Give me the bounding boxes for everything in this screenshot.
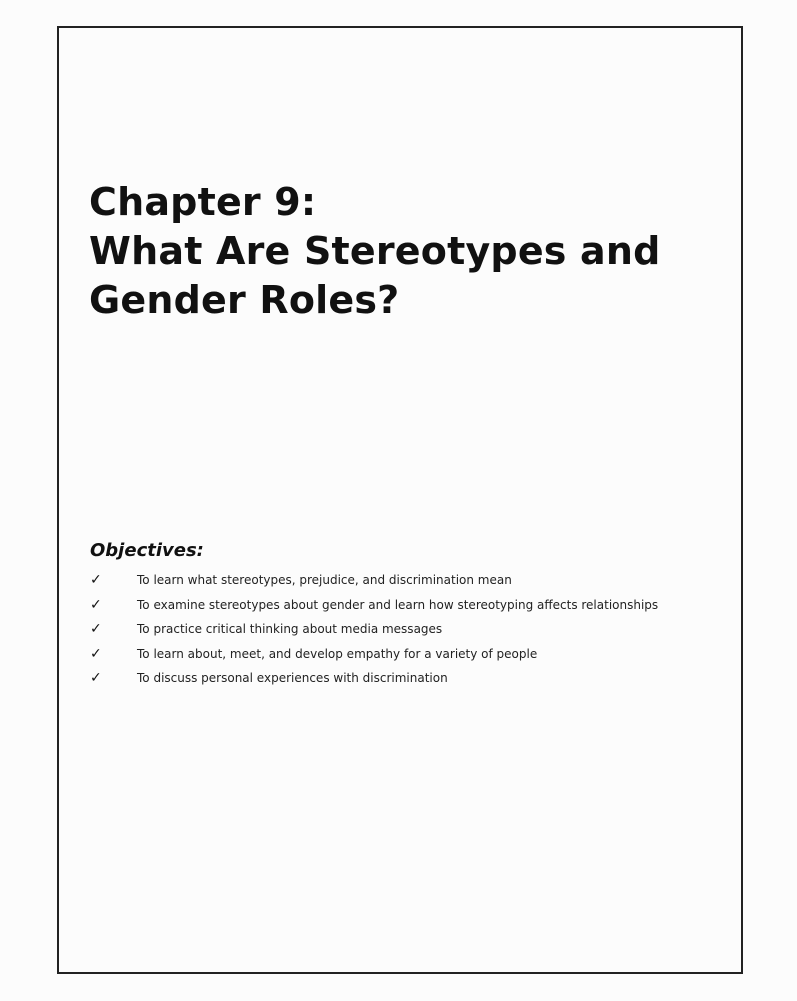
objective-text: To learn about, meet, and develop empathy for a variety of people <box>137 646 538 661</box>
check-icon: ✓ <box>90 572 102 589</box>
chapter-title <box>89 178 661 325</box>
check-icon: ✓ <box>90 645 102 662</box>
list-item <box>90 593 730 618</box>
check-icon: ✓ <box>90 621 102 638</box>
objective-text: To examine stereotypes about gender and learn how stereotyping affects relationships <box>137 597 659 612</box>
check-icon: ✓ <box>90 670 102 687</box>
objectives-list <box>90 568 730 691</box>
list-item <box>90 642 730 667</box>
list-item <box>90 568 730 593</box>
chapter-title-line: Gender Roles? <box>89 278 400 322</box>
page-border <box>57 26 743 974</box>
chapter-title-line: What Are Stereotypes and <box>89 229 661 273</box>
chapter-title-line: Chapter 9: <box>89 180 317 224</box>
check-icon: ✓ <box>90 596 102 613</box>
list-item <box>90 617 730 642</box>
objective-text: To discuss personal experiences with discrimination <box>137 671 448 686</box>
list-item <box>90 666 730 691</box>
objectives-heading: Objectives: <box>90 540 204 561</box>
objective-text: To learn what stereotypes, prejudice, and discrimination mean <box>137 573 512 588</box>
objective-text: To practice critical thinking about media messages <box>137 622 443 637</box>
